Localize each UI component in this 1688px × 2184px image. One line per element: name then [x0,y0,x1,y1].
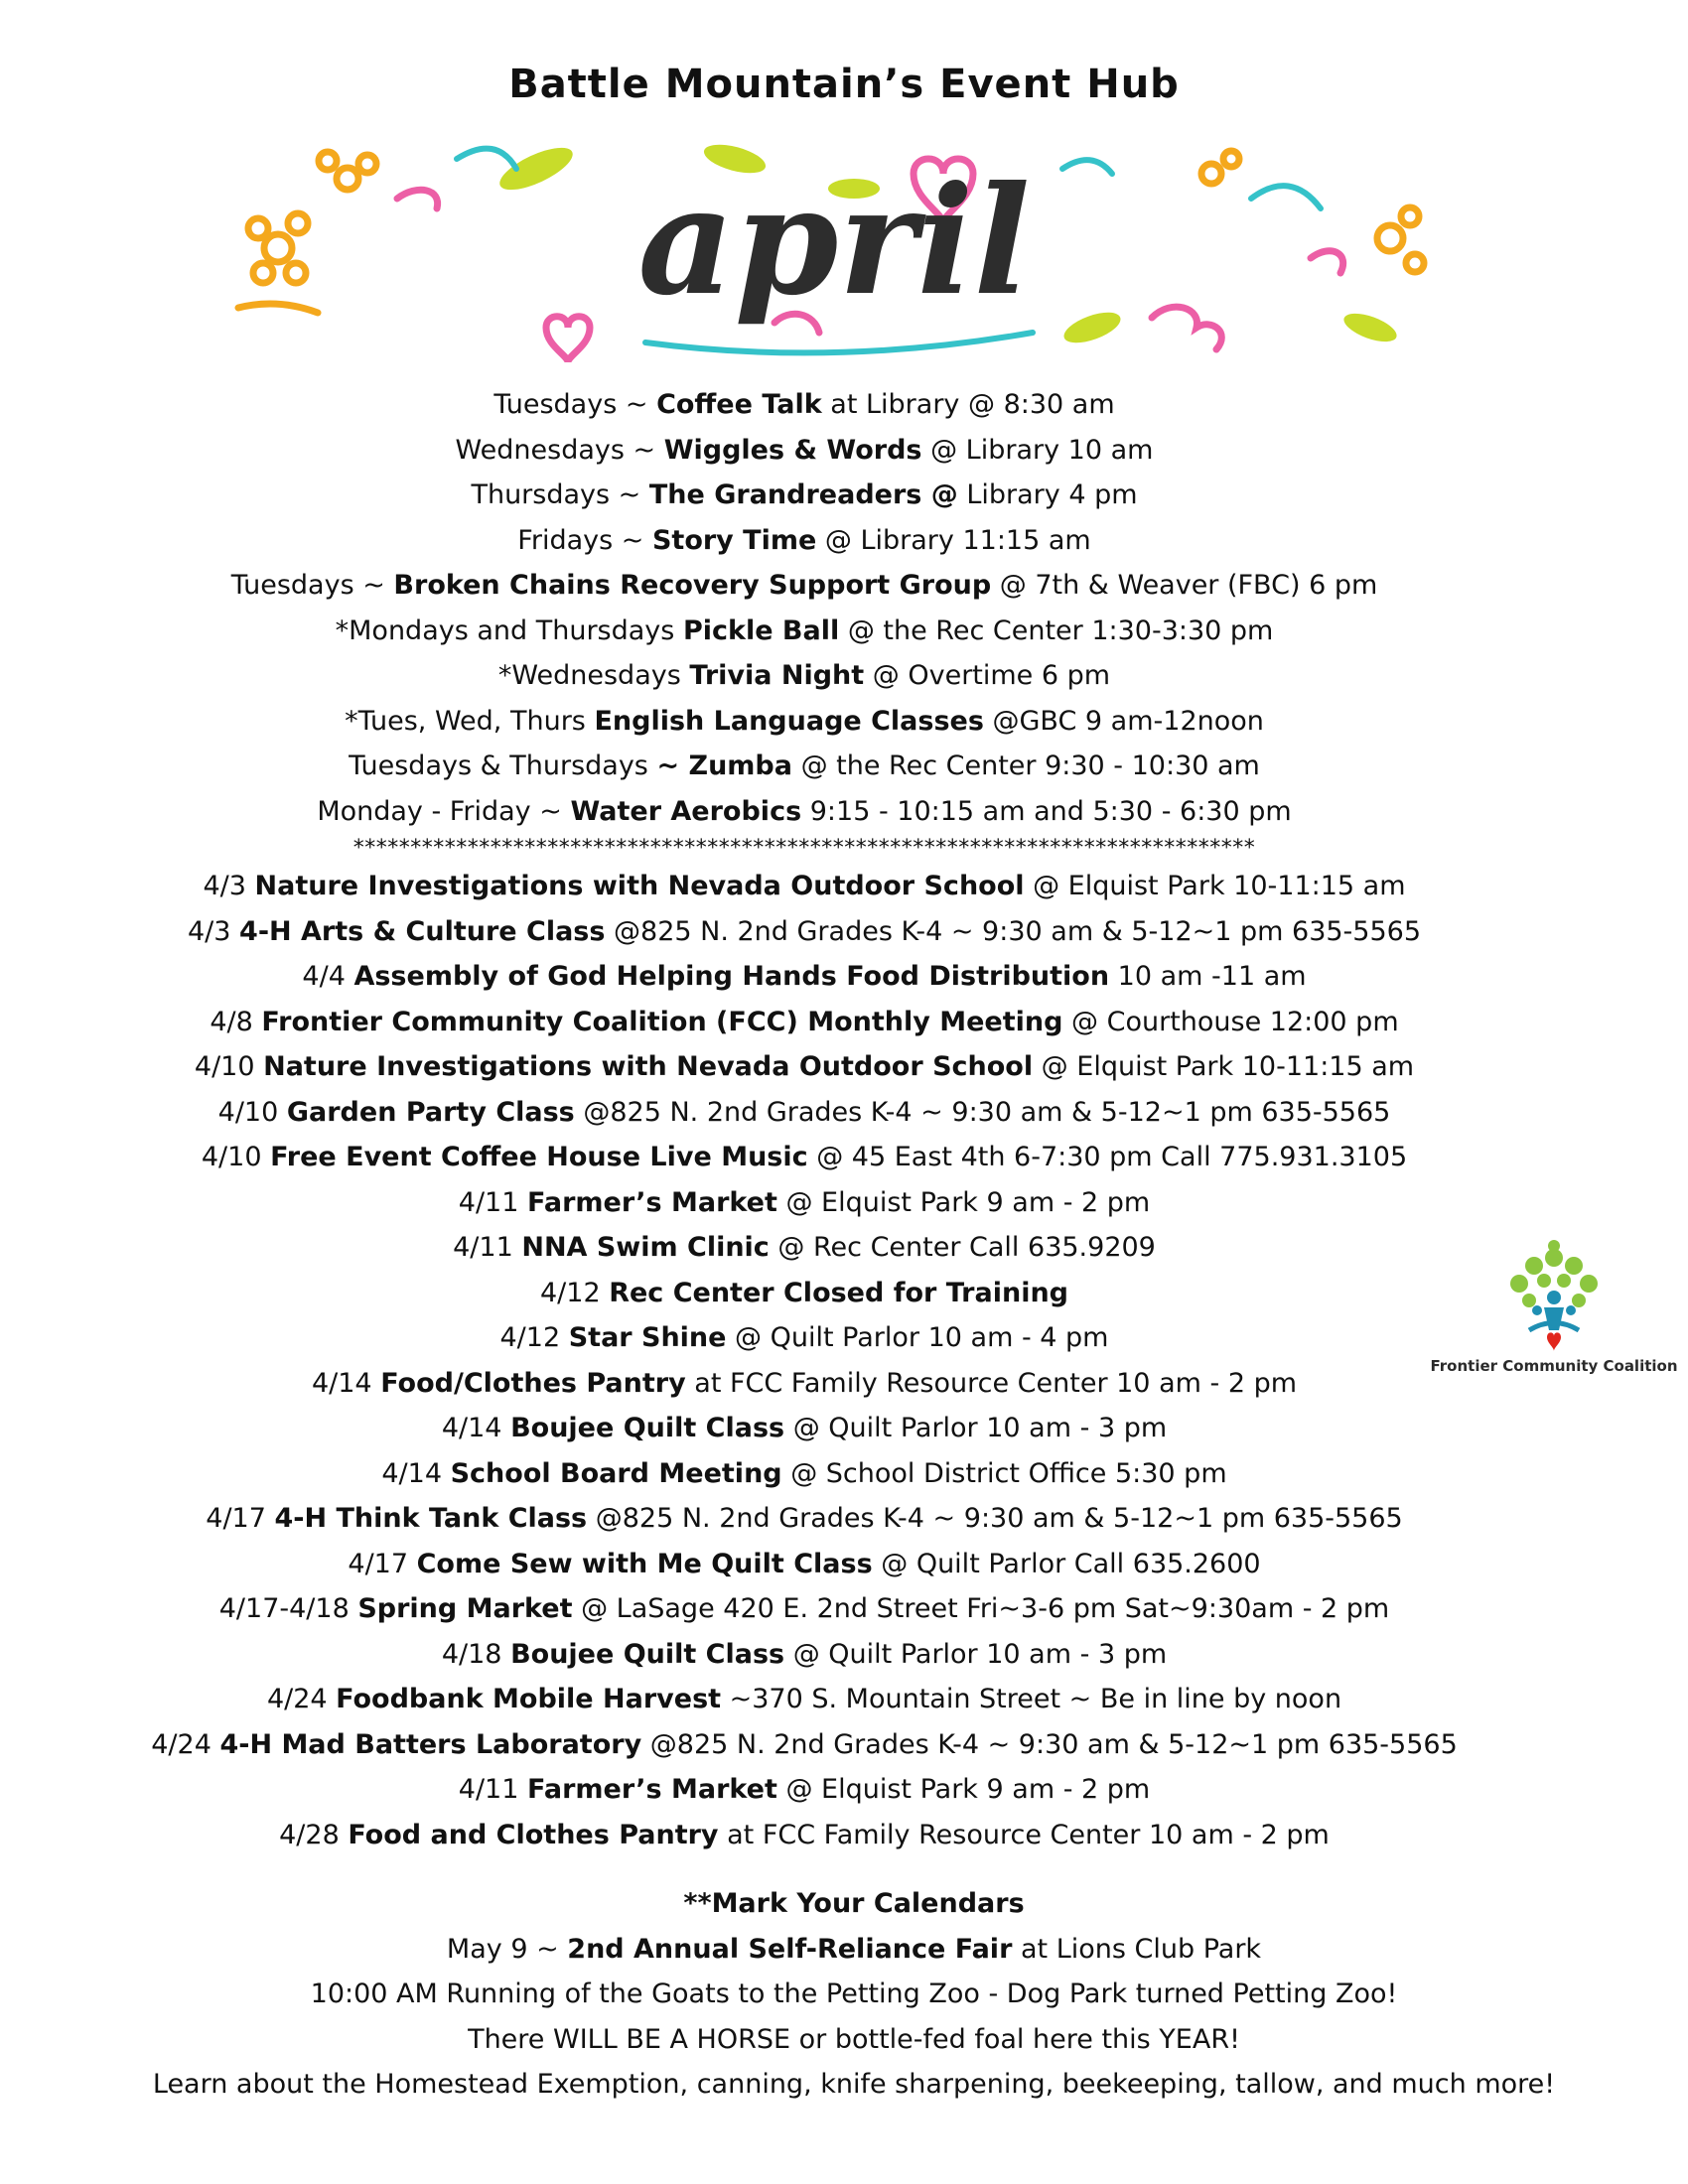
event-line [60,1135,1549,1180]
event-prefix: 4/17-4/18 [218,1593,358,1624]
event-name: Foodbank Mobile Harvest [336,1684,722,1714]
event-name: 4-H Arts & Culture Class [239,915,606,947]
tree-icon [1489,1236,1618,1355]
event-name: 4-H Think Tank Class [274,1503,588,1534]
calendar-line-2: 10:00 AM Running of the Goats to the Petting Zoo - Dog Park turned Petting Zoo! [310,1979,1398,2009]
event-prefix: Thursdays ~ [471,479,649,510]
page-title: Battle Mountain’s Event Hub [508,62,1180,107]
event-line [60,609,1549,654]
event-line [60,864,1549,909]
event-name: Food/Clothes Pantry [380,1367,686,1399]
event-details: @GBC 9 am-12noon [983,705,1264,737]
event-line [60,428,1549,474]
event-line [60,1225,1549,1271]
event-name: Farmer’s Market [526,1186,777,1218]
event-name: NNA Swim Clinic [521,1232,770,1263]
event-prefix: Tuesdays ~ [230,570,394,601]
calendar-fair [60,1927,1648,1973]
event-details: @ Library 10 am [921,434,1154,466]
event-prefix: 4/14 [311,1367,381,1399]
event-prefix: 4/10 [201,1142,271,1172]
event-details: @ Elquist Park 10-11:15 am [1024,871,1406,901]
event-prefix: Tuesdays ~ [493,389,657,420]
mark-your-calendars [60,1881,1648,2108]
event-name: ~ Zumba [656,751,792,781]
event-line [60,1000,1549,1045]
event-line [60,744,1549,789]
event-line [60,699,1549,745]
event-prefix: 4/11 [458,1774,527,1805]
event-details: @ Courthouse 12:00 pm [1062,1006,1399,1037]
event-details: @ 7th & Weaver (FBC) 6 pm [991,570,1378,601]
event-name: 4-H Mad Batters Laboratory [219,1728,642,1760]
event-details: @ Library 11:15 am [816,524,1091,556]
event-prefix: *Wednesdays [497,660,690,691]
event-line [60,1361,1549,1407]
event-name: Coffee Talk [656,389,822,420]
event-line [60,1180,1549,1226]
calendar-heading [60,1881,1648,1927]
event-prefix: Tuesdays & Thursdays [349,751,657,781]
event-name: Pickle Ball [682,614,840,646]
event-line [60,1315,1549,1361]
fcc-logo-label: Frontier Community Coalition [1430,1357,1678,1375]
event-prefix: Wednesdays ~ [455,434,664,466]
event-details: @ Overtime 6 pm [864,660,1111,691]
event-name: Food and Clothes Pantry [348,1819,719,1850]
event-details: 9:15 - 10:15 am and 5:30 - 6:30 pm [801,795,1292,827]
event-line [60,1542,1549,1587]
event-name: Free Event Coffee House Live Music [270,1142,808,1172]
event-prefix: 4/3 [203,871,255,901]
fair-name: 2nd Annual Self-Reliance Fair [567,1933,1013,1965]
event-details: @ Rec Center Call 635.9209 [769,1232,1156,1263]
heart-icon [1547,1332,1561,1351]
event-details: @825 N. 2nd Grades K-4 ~ 9:30 am & 5-12~1 pm 635-5565 [574,1096,1391,1128]
event-prefix: 4/11 [458,1186,527,1218]
april-banner-art [218,129,1450,367]
event-details: at FCC Family Resource Center 10 am - 2 pm [685,1367,1298,1399]
event-prefix: Fridays ~ [517,524,652,556]
event-details: @ Quilt Parlor 10 am - 3 pm [784,1413,1168,1443]
fair-location: at Lions Club Park [1012,1933,1262,1965]
event-line [60,382,1549,428]
event-prefix: 4/17 [348,1548,417,1579]
event-details: @ School District Office 5:30 pm [781,1457,1227,1489]
calendar-line-4: Learn about the Homestead Exemption, canning, knife sharpening, beekeeping, tallow, and much more! [152,2069,1556,2100]
event-details: @ Quilt Parlor 10 am - 4 pm [726,1322,1109,1353]
event-name: Rec Center Closed for Training [609,1277,1068,1308]
event-prefix: 4/17 [206,1503,275,1534]
event-details: @825 N. 2nd Grades K-4 ~ 9:30 am & 5-12~1 pm 635-5565 [587,1503,1403,1534]
event-details: at Library @ 8:30 am [821,389,1115,420]
event-line [60,1767,1549,1813]
event-details: @ Quilt Parlor 10 am - 3 pm [784,1638,1168,1670]
event-details: @ Elquist Park 9 am - 2 pm [776,1186,1151,1218]
event-line [60,1406,1549,1451]
fcc-logo [1430,1236,1678,1375]
event-prefix: 4/10 [194,1051,264,1082]
event-name: Assembly of God Helping Hands Food Distribution [353,961,1110,992]
event-prefix: 4/18 [441,1638,511,1670]
event-prefix: 4/14 [381,1457,451,1489]
event-name: Wiggles & Words [663,434,922,466]
event-details: 10 am -11 am [1109,961,1307,992]
event-details: @ the Rec Center 1:30-3:30 pm [839,614,1274,646]
event-line [60,1813,1549,1858]
event-details: at FCC Family Resource Center 10 am - 2 pm [718,1819,1330,1850]
event-prefix: *Mondays and Thursdays [335,614,683,646]
event-details: @ 45 East 4th 6-7:30 pm Call 775.931.3105 [807,1142,1408,1172]
event-line [60,954,1549,1000]
event-name: Star Shine [568,1322,727,1353]
event-prefix: 4/12 [499,1322,569,1353]
event-name: Spring Market [357,1593,573,1624]
event-details: @ Quilt Parlor Call 635.2600 [872,1548,1261,1579]
event-line [60,789,1549,835]
event-prefix: *Tues, Wed, Thurs [345,705,595,737]
weekly-events [60,382,1549,834]
event-name: Boujee Quilt Class [510,1413,785,1443]
event-name: Garden Party Class [286,1096,575,1128]
event-details: @ LaSage 420 E. 2nd Street Fri~3-6 pm Sat~9:30am - 2 pm [572,1593,1390,1624]
event-line [60,1722,1549,1768]
event-details: ~370 S. Mountain Street ~ Be in line by noon [721,1684,1342,1714]
event-name: Boujee Quilt Class [510,1638,785,1670]
event-line [60,518,1549,564]
event-name: Trivia Night [689,660,865,691]
event-line [60,1632,1549,1678]
event-name: English Language Classes [594,705,984,737]
event-line [60,563,1549,609]
event-name: Broken Chains Recovery Support Group [393,570,992,601]
event-name: Water Aerobics [570,795,802,827]
event-prefix: 4/3 [187,915,240,947]
event-name: Farmer’s Market [526,1774,777,1805]
event-details: @ the Rec Center 9:30 - 10:30 am [791,751,1260,781]
event-details: @ Elquist Park 9 am - 2 pm [776,1774,1151,1805]
event-prefix: Monday - Friday ~ [317,795,571,827]
separator: ******************************************************************************* [352,836,1256,861]
event-line [60,909,1549,955]
dated-events [60,864,1549,1857]
event-name: Nature Investigations with Nevada Outdoor School [263,1051,1034,1082]
event-line [60,653,1549,699]
event-line [60,1090,1549,1136]
event-name: Story Time [651,524,817,556]
event-line [60,1451,1549,1497]
event-line [60,1586,1549,1632]
event-prefix: 4/24 [266,1684,337,1714]
event-line [60,1496,1549,1542]
event-prefix: 4/10 [217,1096,287,1128]
event-details: @825 N. 2nd Grades K-4 ~ 9:30 am & 5-12~1 pm 635-5565 [605,915,1422,947]
calendar-line-3: There WILL BE A HORSE or bottle-fed foal here this YEAR! [468,2023,1240,2055]
event-name: Frontier Community Coalition (FCC) Monthly Meeting [261,1006,1063,1037]
event-line [60,1044,1549,1090]
event-prefix: 4/8 [210,1006,262,1037]
event-name: The Grandreaders @ [648,479,958,510]
event-line [60,1271,1549,1316]
event-line [60,473,1549,518]
event-prefix: 4/4 [302,961,354,992]
event-prefix: 4/28 [279,1819,349,1850]
banner-word: april [637,154,1031,329]
event-prefix: 4/14 [441,1413,511,1443]
event-prefix: 4/11 [453,1232,522,1263]
calendar-heading-text: **Mark Your Calendars [683,1888,1025,1919]
event-prefix: 4/12 [539,1277,610,1308]
event-name: Come Sew with Me Quilt Class [416,1548,873,1579]
event-name: Nature Investigations with Nevada Outdoor School [254,871,1025,901]
event-prefix: 4/24 [151,1728,220,1760]
april-banner [218,129,1450,367]
event-details: @ Elquist Park 10-11:15 am [1033,1051,1415,1082]
fair-date: May 9 ~ [446,1933,568,1965]
events-list [60,382,1549,1857]
event-details: Library 4 pm [957,479,1138,510]
event-name: School Board Meeting [450,1457,782,1489]
event-line [60,1677,1549,1722]
event-details: @825 N. 2nd Grades K-4 ~ 9:30 am & 5-12~1 pm 635-5565 [641,1728,1458,1760]
